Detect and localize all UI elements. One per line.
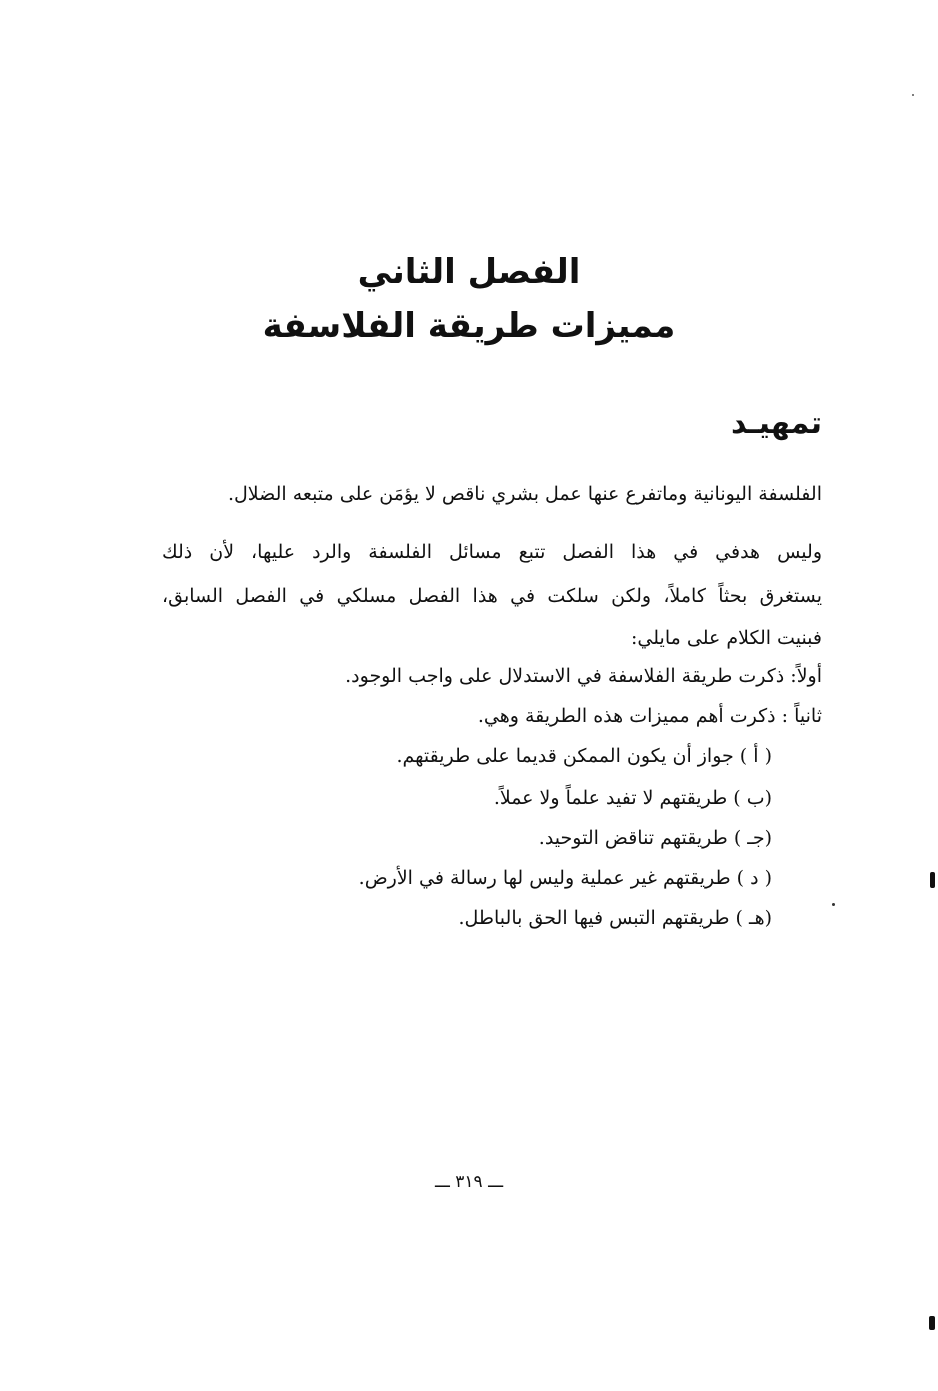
list-item-d: ( د ) طريقتهم غير عملية وليس لها رسالة في الأرض. <box>358 867 772 889</box>
scan-dot <box>832 903 835 906</box>
paragraph-line-3: فبنيت الكلام على مايلي: <box>631 627 822 649</box>
page-number: ـــ ٣١٩ ـــ <box>434 1172 504 1192</box>
section-heading: تمهيـد <box>730 406 822 441</box>
scan-mark <box>930 872 935 888</box>
list-item-b: (ب ) طريقتهم لا تفيد علماً ولا عملاً. <box>493 787 772 809</box>
chapter-title: الفصل الثاني <box>357 252 581 292</box>
list-item-c: (جـ ) طريقتهم تناقض التوحيد. <box>538 827 772 849</box>
list-item-e: (هـ ) طريقتهم التبس فيها الحق بالباطل. <box>458 907 772 929</box>
paragraph-line-1: وليس هدفي في هذا الفصل تتبع مسائل الفلسفة والرد عليها، لأن ذلك <box>162 541 822 563</box>
point-first: أولاً: ذكرت طريقة الفلاسفة في الاستدلال على واجب الوجود. <box>345 665 822 687</box>
list-item-a: ( أ ) جواز أن يكون الممكن قديما على طريقتهم. <box>396 745 772 767</box>
paragraph-line-2: يستغرق بحثاً كاملاً، ولكن سلكت في هذا الفصل مسلكي في الفصل السابق، <box>162 585 822 607</box>
intro-line: الفلسفة اليونانية وماتفرع عنها عمل بشري ناقص لا يؤمَن على متبعه الضلال. <box>227 483 822 505</box>
point-second: ثانياً : ذكرت أهم مميزات هذه الطريقة وهي. <box>477 705 822 727</box>
scan-dot <box>912 94 914 96</box>
chapter-subtitle: مميزات طريقة الفلاسفة <box>262 306 676 346</box>
scan-mark <box>929 1316 935 1330</box>
